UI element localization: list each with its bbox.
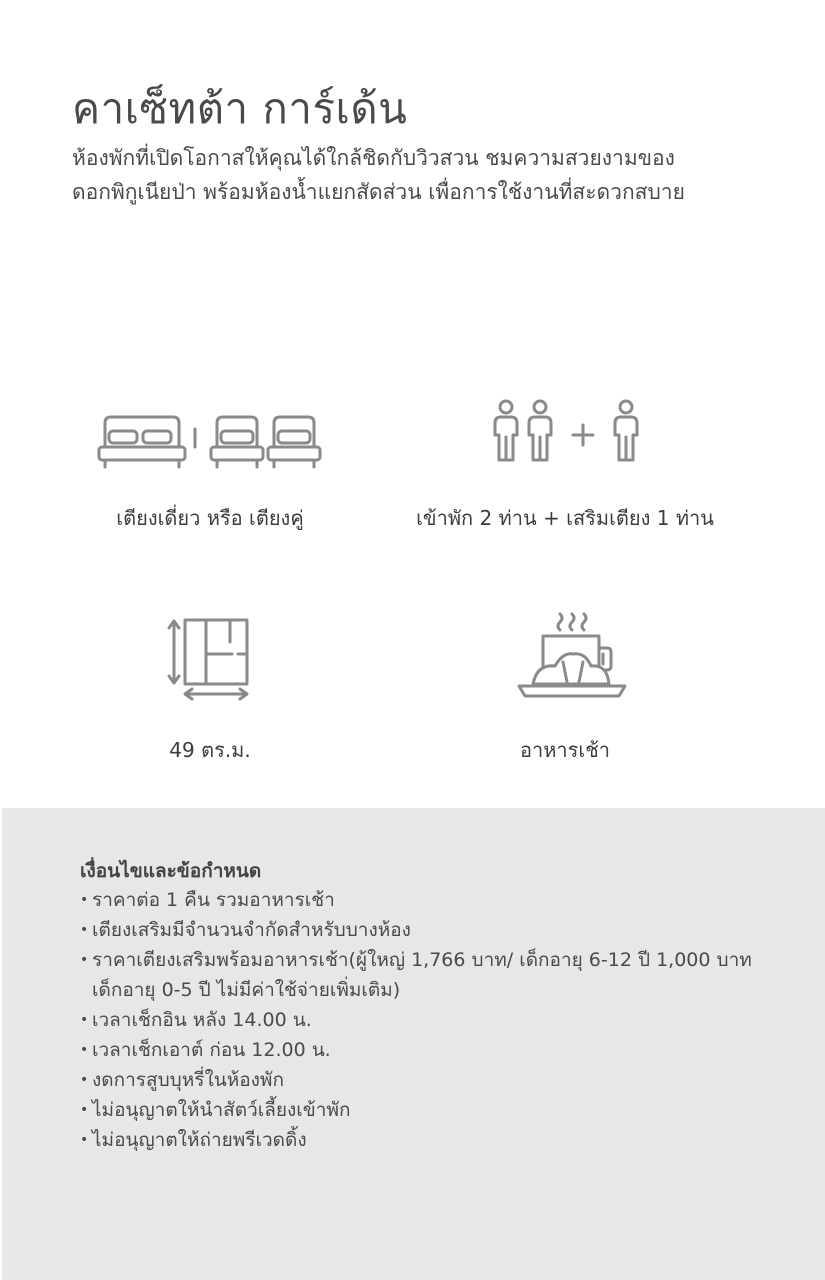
feature-bed bbox=[60, 395, 360, 545]
terms-item-text: • เวลาเช็กเอาต์ ก่อน 12.00 น. bbox=[92, 1039, 331, 1061]
guests-label: เข้าพัก 2 ท่าน + เสริมเตียง 1 ท่าน bbox=[416, 506, 714, 530]
room-title: คาเซ็ทต้า การ์เด้น bbox=[72, 84, 408, 133]
terms-item-text: • งดการสูบบุหรี่ในห้องพัก bbox=[92, 1069, 284, 1091]
guests-icon bbox=[390, 395, 740, 470]
terms-title: เงื่อนไขและข้อกำหนด bbox=[80, 860, 262, 882]
terms-item bbox=[80, 1095, 780, 1125]
terms-item-text: • ไม่อนุญาตให้ถ่ายพรีเวดดิ้ง bbox=[92, 1129, 307, 1151]
description-line: ห้องพักที่เปิดโอกาสให้คุณได้ใกล้ชิดกับวิวสวน ชมความสวยงามของ bbox=[72, 146, 675, 170]
terms-item-text: • ราคาต่อ 1 คืน รวมอาหารเช้า bbox=[92, 889, 335, 911]
room-size-label: 49 ตร.ม. bbox=[169, 738, 251, 762]
terms-list bbox=[80, 885, 780, 1155]
feature-guests bbox=[390, 395, 740, 545]
feature-breakfast bbox=[415, 610, 715, 770]
feature-room-size bbox=[60, 610, 360, 770]
terms-item bbox=[80, 1005, 780, 1035]
terms-item-text: • เวลาเช็กอิน หลัง 14.00 น. bbox=[92, 1009, 312, 1031]
terms-item bbox=[80, 885, 780, 915]
description-line: ดอกพิกูเนียป่า พร้อมห้องน้ำแยกสัดส่วน เพื่อการใช้งานที่สะดวกสบาย bbox=[72, 180, 685, 204]
terms-item bbox=[80, 915, 780, 945]
terms-section bbox=[2, 808, 825, 1280]
bed-label: เตียงเดี่ยว หรือ เตียงคู่ bbox=[116, 506, 304, 530]
bed-icon bbox=[60, 395, 360, 475]
room-description bbox=[72, 141, 772, 209]
breakfast-icon bbox=[415, 610, 715, 710]
floor-plan-icon bbox=[60, 610, 360, 710]
terms-item bbox=[80, 1065, 780, 1095]
terms-item-text: เด็กอายุ 0-5 ปี ไม่มีค่าใช้จ่ายเพิ่มเติม) bbox=[92, 979, 401, 1001]
terms-item bbox=[80, 1125, 780, 1155]
breakfast-label: อาหารเช้า bbox=[519, 738, 611, 762]
terms-item-text: • ไม่อนุญาตให้นำสัตว์เลี้ยงเข้าพัก bbox=[92, 1099, 351, 1121]
terms-item-text: • ราคาเตียงเสริมพร้อมอาหารเช้า(ผู้ใหญ่ 1,766 บาท/ เด็กอายุ 6-12 ปี 1,000 บาท bbox=[92, 949, 752, 971]
terms-item bbox=[80, 945, 780, 1005]
terms-item bbox=[80, 1035, 780, 1065]
terms-item-text: • เตียงเสริมมีจำนวนจำกัดสำหรับบางห้อง bbox=[92, 919, 411, 941]
